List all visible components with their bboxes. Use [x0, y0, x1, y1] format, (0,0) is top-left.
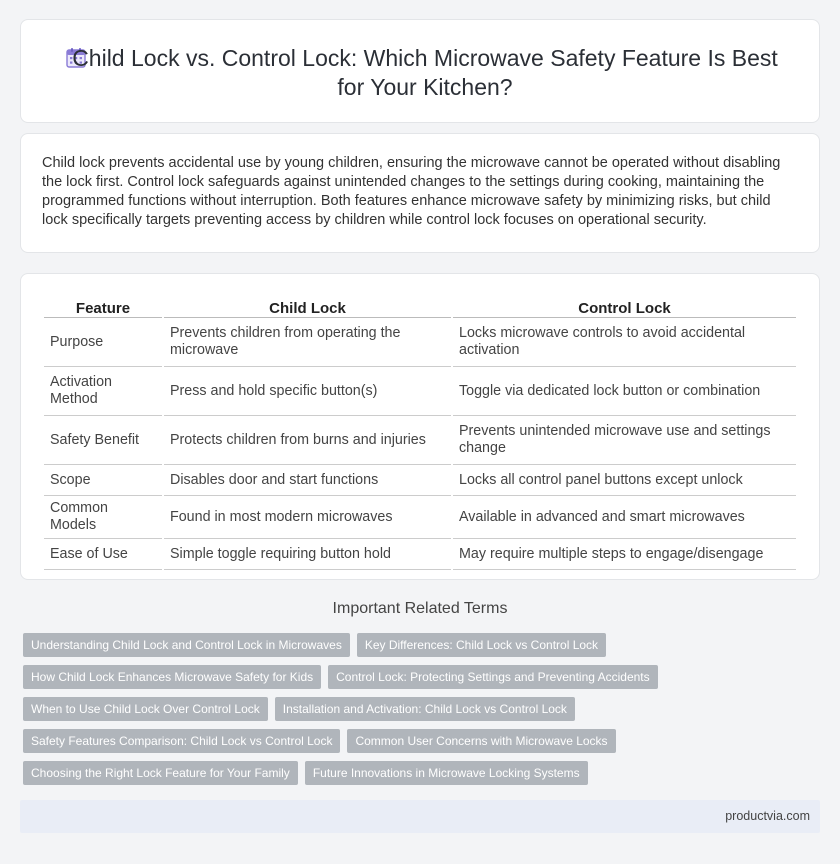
comparison-card	[20, 273, 820, 580]
column-header-feature: Feature	[44, 297, 162, 318]
table-cell: Prevents unintended microwave use and settings change	[453, 416, 796, 465]
column-header-control-lock: Control Lock	[453, 297, 796, 318]
related-term-tag[interactable]: How Child Lock Enhances Microwave Safety for Kids	[23, 665, 321, 689]
table-cell: May require multiple steps to engage/disengage	[453, 539, 796, 570]
table-cell: Activation Method	[44, 367, 162, 416]
table-row	[44, 539, 796, 570]
table-cell: Locks microwave controls to avoid accidental activation	[453, 318, 796, 367]
table-row	[44, 465, 796, 496]
table-cell: Found in most modern microwaves	[164, 496, 451, 539]
title-card	[20, 19, 820, 123]
table-cell: Common Models	[44, 496, 162, 539]
table-row	[44, 416, 796, 465]
table-cell: Disables door and start functions	[164, 465, 451, 496]
table-cell: Purpose	[44, 318, 162, 367]
page-title: Child Lock vs. Control Lock: Which Microwave Safety Feature Is Best for Your Kitchen?	[72, 45, 778, 100]
table-cell: Simple toggle requiring button hold	[164, 539, 451, 570]
column-header-child-lock: Child Lock	[164, 297, 451, 318]
related-term-tag[interactable]: Control Lock: Protecting Settings and Preventing Accidents	[328, 665, 658, 689]
related-term-tag[interactable]: Safety Features Comparison: Child Lock vs Control Lock	[23, 729, 340, 753]
table-cell: Prevents children from operating the microwave	[164, 318, 451, 367]
related-term-tag[interactable]: When to Use Child Lock Over Control Lock	[23, 697, 268, 721]
intro-card	[20, 133, 820, 253]
related-term-tag[interactable]: Choosing the Right Lock Feature for Your Family	[23, 761, 298, 785]
table-cell: Scope	[44, 465, 162, 496]
table-cell: Locks all control panel buttons except unlock	[453, 465, 796, 496]
table-cell: Available in advanced and smart microwaves	[453, 496, 796, 539]
related-term-tag[interactable]: Future Innovations in Microwave Locking Systems	[305, 761, 588, 785]
table-cell: Protects children from burns and injuries	[164, 416, 451, 465]
related-term-tag[interactable]: Understanding Child Lock and Control Lock in Microwaves	[23, 633, 350, 657]
table-cell: Ease of Use	[44, 539, 162, 570]
comparison-table	[42, 297, 798, 570]
table-row	[44, 496, 796, 539]
related-terms-title: Important Related Terms	[332, 600, 508, 617]
intro-paragraph: Child lock prevents accidental use by young children, ensuring the microwave cannot be operated without disabling the lock first. Control lock safeguards against unintended changes to the settings during cooking, maintaining the programmed functions without interruption. Both features enhance microwave safety by minimizing risks, but child lock specifically targets preventing access by children while control lock focuses on operational security.	[42, 155, 781, 228]
related-term-tag[interactable]: Installation and Activation: Child Lock vs Control Lock	[275, 697, 575, 721]
footer	[20, 800, 820, 833]
table-row	[44, 318, 796, 367]
related-term-tag[interactable]: Common User Concerns with Microwave Locks	[347, 729, 615, 753]
table-row	[44, 367, 796, 416]
footer-brand[interactable]: productvia.com	[725, 809, 810, 823]
table-cell: Safety Benefit	[44, 416, 162, 465]
table-cell: Toggle via dedicated lock button or combination	[453, 367, 796, 416]
table-cell: Press and hold specific button(s)	[164, 367, 451, 416]
related-terms-list	[23, 633, 813, 793]
table-header-row	[44, 297, 796, 318]
related-term-tag[interactable]: Key Differences: Child Lock vs Control Lock	[357, 633, 606, 657]
